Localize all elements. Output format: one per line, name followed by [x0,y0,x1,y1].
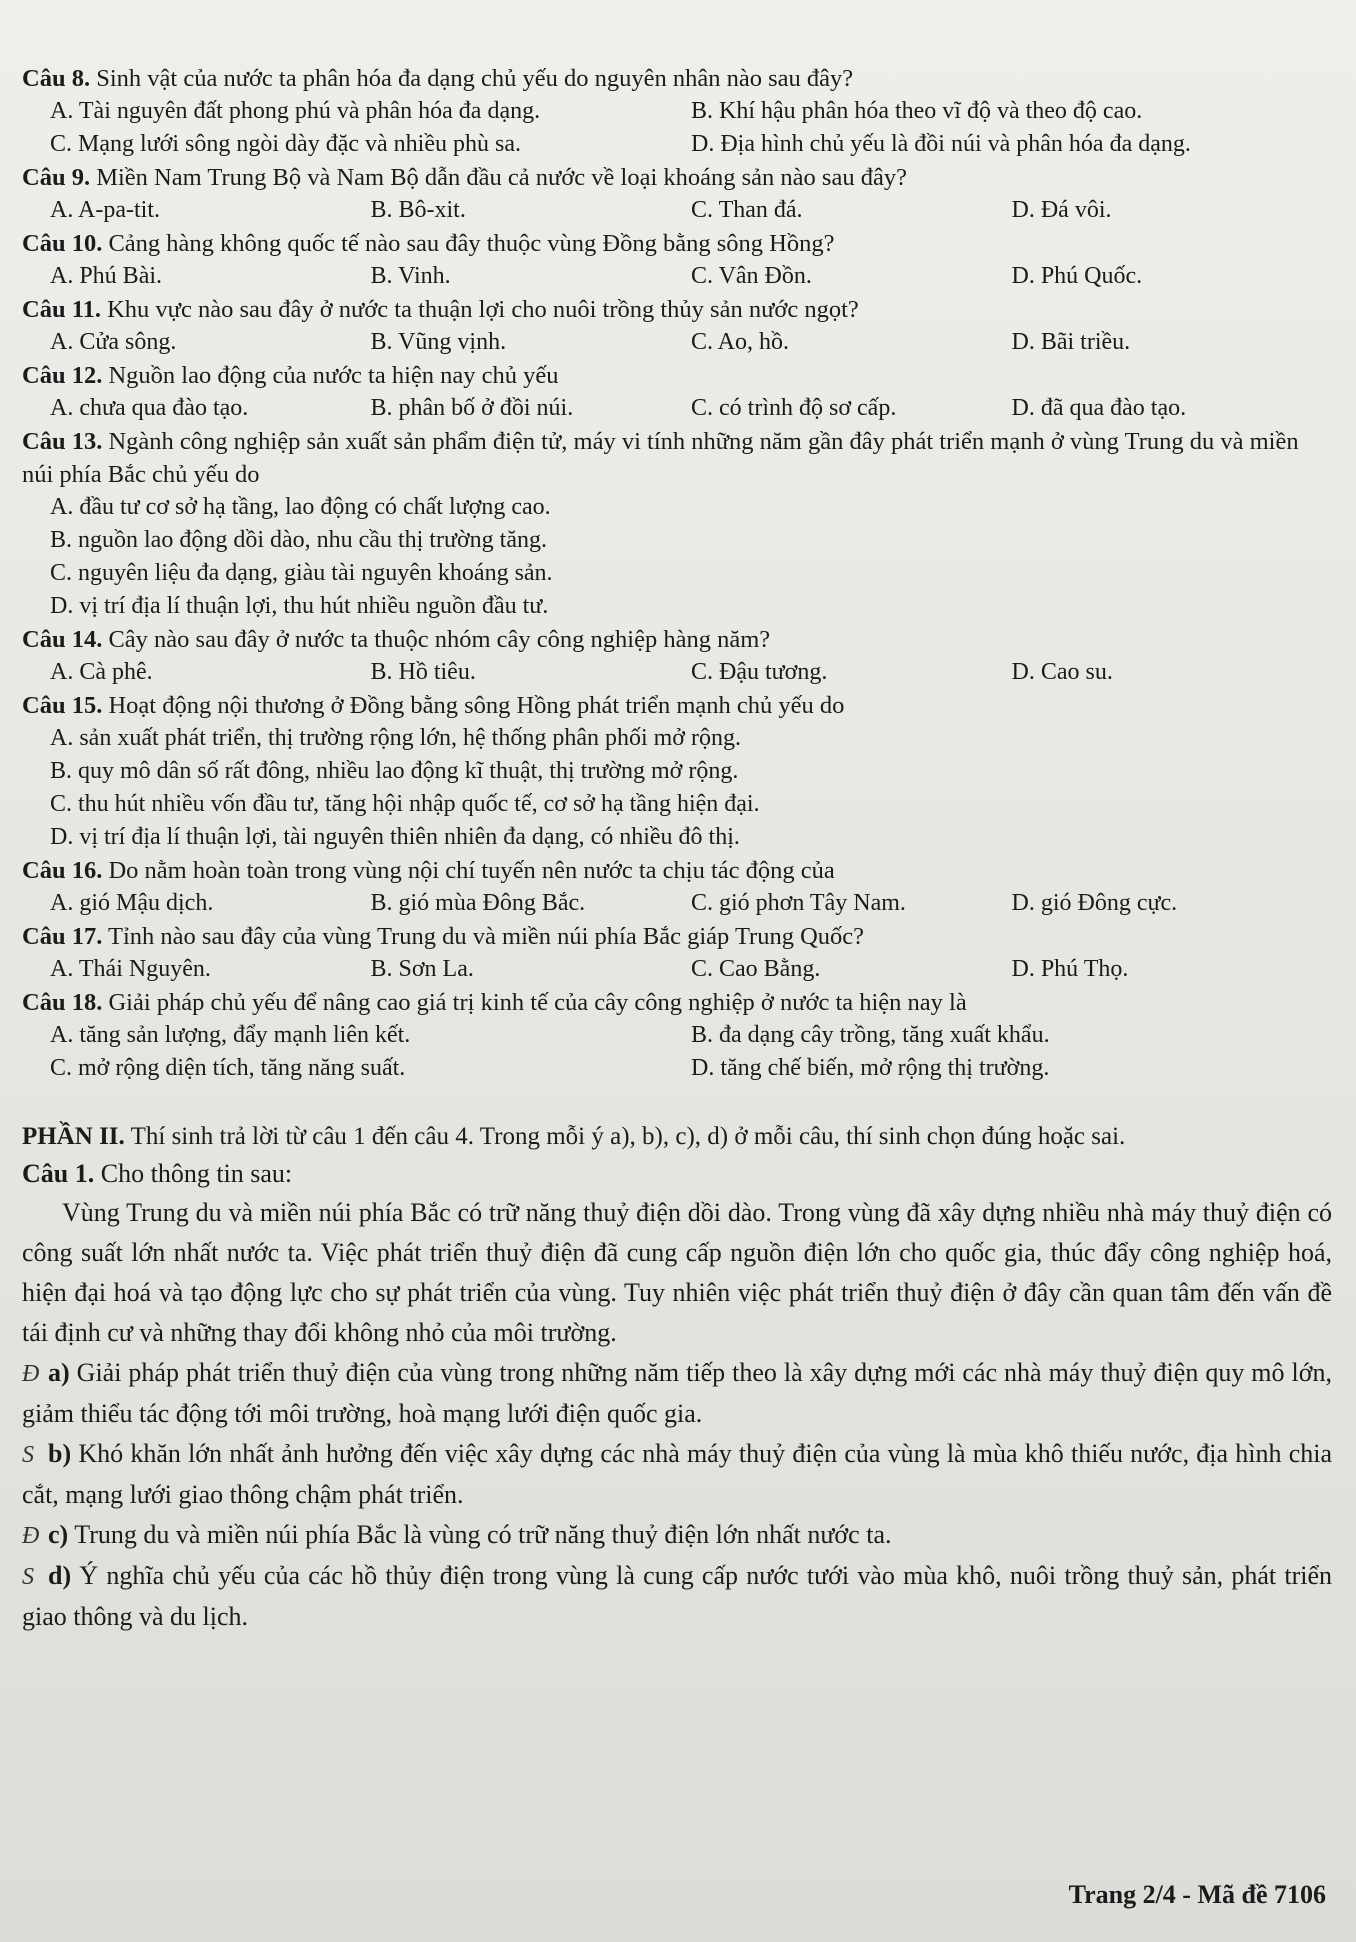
answer-option: A. Tài nguyên đất phong phú và phân hóa đa dạng. [50,98,541,124]
true-false-statement [22,1434,1332,1515]
answer-option: B. Sơn La. [370,956,474,982]
statement-text: Giải pháp phát triển thuỷ điện của vùng trong những năm tiếp theo là xây dựng mới các nhà máy thuỷ điện quy mô lớn, giảm thiểu tác động tới môi trường, hoà mạng lưới điện quốc gia. [22,1358,1332,1428]
question-label: Câu 16. [22,857,103,884]
answer-option: D. vị trí địa lí thuận lợi, thu hút nhiều nguồn đầu tư. [50,593,549,619]
statement-text: Khó khăn lớn nhất ảnh hưởng đến việc xây dựng các nhà máy thuỷ điện của vùng là mùa khô thiếu nước, địa hình chia cắt, mạng lưới giao thông chậm phát triển. [22,1439,1332,1509]
answer-option: A. Cà phê. [50,659,153,685]
handwritten-mark: S [22,1564,34,1590]
answer-option: D. gió Đông cực. [1011,890,1178,916]
answer-option: A. tăng sản lượng, đẩy mạnh liên kết. [50,1022,411,1048]
answer-option: A. chưa qua đào tạo. [50,395,249,421]
handwritten-mark: Đ [22,1361,40,1387]
question-label: Câu 10. [22,230,103,257]
answer-option: B. đa dạng cây trồng, tăng xuất khẩu. [691,1022,1050,1048]
options-row [22,128,1332,161]
question-title [22,62,1332,95]
answer-option: D. tăng chế biến, mở rộng thị trường. [691,1055,1050,1081]
answer-option: C. thu hút nhiều vốn đầu tư, tăng hội nhập quốc tế, cơ sở hạ tầng hiện đại. [50,791,760,817]
question-label: Câu 14. [22,626,103,653]
statement-label: c) [48,1520,69,1549]
answer-option: B. Bô-xit. [370,197,466,223]
options-row [22,95,1332,128]
question-label: Câu 18. [22,989,103,1016]
question-text: Giải pháp chủ yếu để nâng cao giá trị kinh tế của cây công nghiệp ở nước ta hiện nay là [102,989,967,1016]
answer-option: C. Đậu tương. [691,659,828,685]
answer-option: A. A-pa-tit. [50,197,160,223]
question-text: Ngành công nghiệp sản xuất sản phẩm điện tử, máy vi tính những năm gần đây phát triển mạnh ở vùng Trung du và miền núi phía Bắc chủ yếu do [22,428,1299,488]
options-row [22,1019,1332,1052]
question-block [22,986,1332,1085]
page-footer: Trang 2/4 - Mã đề 7106 [1068,1880,1326,1909]
part2-heading-label: PHẦN II. [22,1123,125,1150]
answer-option: B. Vũng vịnh. [370,329,507,355]
answer-option: C. mở rộng diện tích, tăng năng suất. [50,1055,406,1081]
question-label: Câu 12. [22,362,103,389]
options-row [22,260,1332,293]
statement-label: b) [48,1439,72,1468]
part2-q1-label: Câu 1. [22,1159,95,1188]
answer-option: D. Đá vôi. [1011,197,1112,223]
options-row [22,194,1332,227]
question-title [22,425,1332,491]
question-title [22,293,1332,326]
answer-option: B. Vinh. [370,263,451,289]
question-label: Câu 9. [22,164,91,191]
question-title [22,359,1332,392]
question-label: Câu 8. [22,65,91,92]
question-text: Tỉnh nào sau đây của vùng Trung du và miền núi phía Bắc giáp Trung Quốc? [102,923,865,950]
statement-text: Trung du và miền núi phía Bắc là vùng có trữ năng thuỷ điện lớn nhất nước ta. [68,1520,892,1549]
question-title [22,920,1332,953]
part2-heading [22,1119,1332,1155]
question-text: Cây nào sau đây ở nước ta thuộc nhóm cây công nghiệp hàng năm? [102,626,771,653]
question-block [22,161,1332,227]
options-row [22,1052,1332,1085]
part2-statements [22,1353,1332,1637]
true-false-statement [22,1556,1332,1637]
question-text: Nguồn lao động của nước ta hiện nay chủ yếu [102,362,559,389]
answer-option: B. Khí hậu phân hóa theo vĩ độ và theo độ cao. [691,98,1143,124]
question-text: Do nằm hoàn toàn trong vùng nội chí tuyến nên nước ta chịu tác động của [102,857,835,884]
question-label: Câu 11. [22,296,101,323]
options-row [22,656,1332,689]
question-block [22,227,1332,293]
question-block [22,359,1332,425]
question-title [22,986,1332,1019]
answer-option: D. Địa hình chủ yếu là đồi núi và phân hóa đa dạng. [691,131,1191,157]
options-row [22,953,1332,986]
question-block [22,854,1332,920]
question-label: Câu 15. [22,692,103,719]
answer-option: A. Phú Bài. [50,263,163,289]
question-title [22,161,1332,194]
statement-text: Ý nghĩa chủ yếu của các hồ thủy điện trong vùng là cung cấp nước tưới vào mùa khô, nuôi trồng thuỷ sản, phát triển giao thông và du lịch. [22,1561,1332,1631]
answer-option: B. Hồ tiêu. [370,659,476,685]
answer-option: B. nguồn lao động dồi dào, nhu cầu thị trường tăng. [50,527,547,553]
answer-option: B. gió mùa Đông Bắc. [370,890,586,916]
answer-option: A. đầu tư cơ sở hạ tầng, lao động có chất lượng cao. [50,494,551,520]
question-label: Câu 13. [22,428,103,455]
part2-heading-text: Thí sinh trả lời từ câu 1 đến câu 4. Trong mỗi ý a), b), c), d) ở mỗi câu, thí sinh chọn đúng hoặc sai. [130,1123,1126,1150]
question-title [22,623,1332,656]
answer-option: C. nguyên liệu đa dạng, giàu tài nguyên khoáng sản. [50,560,553,586]
true-false-statement [22,1353,1332,1434]
answer-option: D. đã qua đào tạo. [1011,395,1187,421]
answer-option: C. Vân Đồn. [691,263,812,289]
true-false-statement [22,1515,1332,1556]
answer-option: A. sản xuất phát triển, thị trường rộng lớn, hệ thống phân phối mở rộng. [50,725,741,751]
part2-passage: Vùng Trung du và miền núi phía Bắc có trữ năng thuỷ điện dồi dào. Trong vùng đã xây dựng nhiều nhà máy thuỷ điện có công suất lớn nhất nước ta. Việc phát triển thuỷ điện đã cung cấp nguồn điện lớn cho quốc gia, thúc đẩy công nghiệp hoá, hiện đại hoá và tạo động lực cho sự phát triển của vùng. Tuy nhiên việc phát triển thuỷ điện ở đây cần quan tâm đến vấn đề tái định cư và những thay đổi không nhỏ của môi trường. [22,1198,1332,1347]
statement-label: a) [48,1358,70,1387]
options-row [22,326,1332,359]
question-text: Hoạt động nội thương ở Đồng bằng sông Hồng phát triển mạnh chủ yếu do [102,692,845,719]
answer-option: D. vị trí địa lí thuận lợi, tài nguyên thiên nhiên đa dạng, có nhiều đô thị. [50,824,740,850]
answer-option: D. Bãi triều. [1011,329,1131,355]
question-label: Câu 17. [22,923,103,950]
question-text: Cảng hàng không quốc tế nào sau đây thuộc vùng Đồng bằng sông Hồng? [102,230,835,257]
options-row [22,392,1332,425]
question-block [22,920,1332,986]
question-block [22,623,1332,689]
handwritten-mark: Đ [22,1523,40,1549]
part2-question-1 [22,1155,1332,1193]
answer-option: C. Ao, hồ. [691,329,790,355]
question-text: Sinh vật của nước ta phân hóa đa dạng chủ yếu do nguyên nhân nào sau đây? [90,65,854,92]
question-text: Khu vực nào sau đây ở nước ta thuận lợi cho nuôi trồng thủy sản nước ngọt? [100,296,859,323]
answer-option: D. Phú Quốc. [1011,263,1143,289]
question-title [22,689,1332,722]
handwritten-mark: S [22,1442,34,1468]
part1-questions [22,62,1332,1085]
answer-option: C. Mạng lưới sông ngòi dày đặc và nhiều phù sa. [50,131,521,157]
answer-option: C. Cao Bằng. [691,956,821,982]
answer-option: A. gió Mậu dịch. [50,890,214,916]
options-row [22,887,1332,920]
answer-option: D. Cao su. [1011,659,1113,685]
answer-option: C. có trình độ sơ cấp. [691,395,897,421]
question-title [22,227,1332,260]
exam-content [22,62,1332,1637]
answer-option: B. quy mô dân số rất đông, nhiều lao động kĩ thuật, thị trường mở rộng. [50,758,739,784]
part2-q1-text: Cho thông tin sau: [100,1159,293,1188]
question-block [22,425,1332,623]
question-block [22,293,1332,359]
answer-option: A. Thái Nguyên. [50,956,211,982]
question-text: Miền Nam Trung Bộ và Nam Bộ dẫn đầu cả nước về loại khoáng sản nào sau đây? [90,164,907,191]
answer-option: A. Cửa sông. [50,329,177,355]
question-block [22,689,1332,854]
statement-label: d) [48,1561,72,1590]
question-block [22,62,1332,161]
question-title [22,854,1332,887]
answer-option: C. gió phơn Tây Nam. [691,890,906,916]
answer-option: D. Phú Thọ. [1011,956,1129,982]
answer-option: B. phân bố ở đồi núi. [370,395,574,421]
answer-option: C. Than đá. [691,197,803,223]
